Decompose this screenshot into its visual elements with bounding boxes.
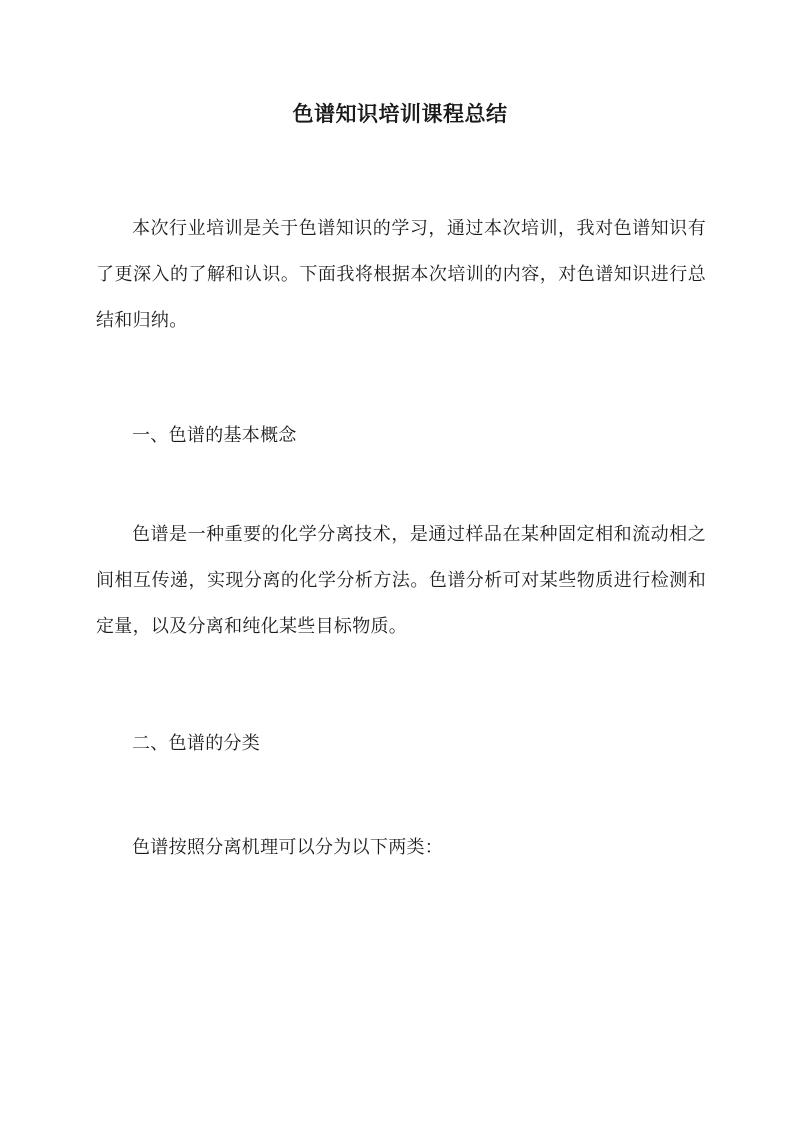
intro-paragraph: 本次行业培训是关于色谱知识的学习，通过本次培训，我对色谱知识有了更深入的了解和认识。下面我将根据本次培训的内容，对色谱知识进行总结和归纳。 — [96, 218, 706, 331]
document-title: 色谱知识培训课程总结 — [292, 101, 508, 126]
section-heading-classification: 二、色谱的分类 — [132, 733, 261, 754]
classification-paragraph: 色谱按照分离机理可以分为以下两类： — [132, 837, 444, 858]
basic-concept-paragraph: 色谱是一种重要的化学分离技术，是通过样品在某种固定相和流动相之间相互传递，实现分离的化学分析方法。色谱分析可对某些物质进行检测和定量，以及分离和纯化某些目标物质。 — [96, 524, 706, 637]
section-heading-basic-concept: 一、色谱的基本概念 — [132, 425, 297, 446]
